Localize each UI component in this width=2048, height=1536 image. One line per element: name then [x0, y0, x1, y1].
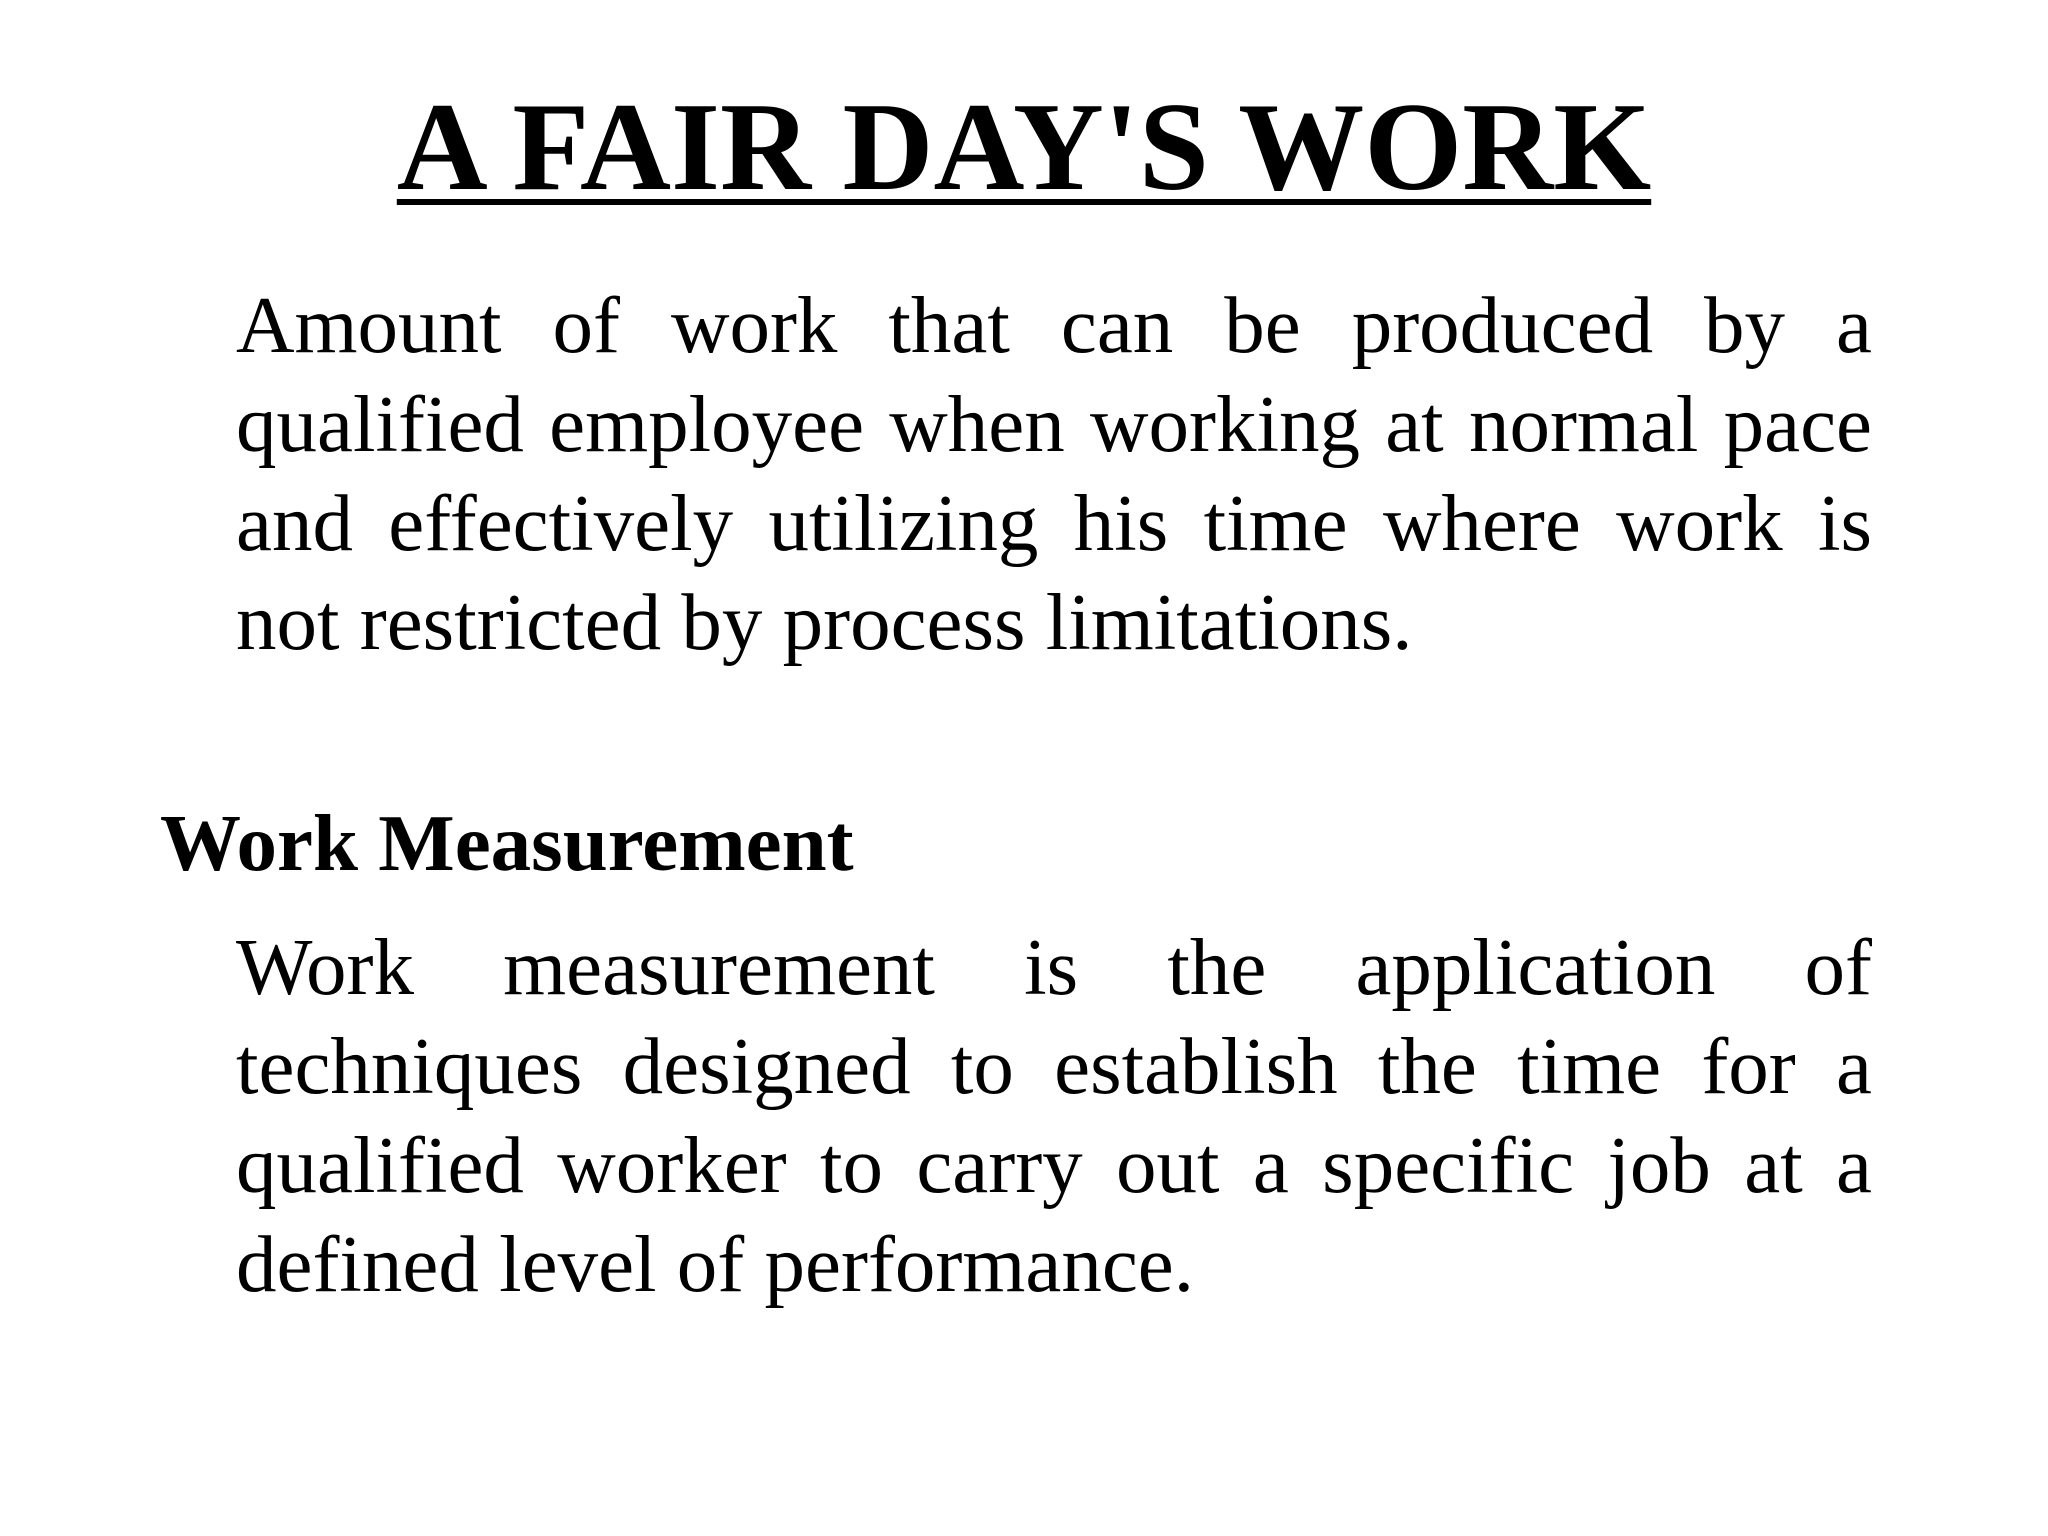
slide-title — [0, 78, 2048, 218]
slide-title-text: A FAIR DAY'S WORK — [396, 78, 1652, 217]
fair-days-work-definition: Amount of work that can be produced by a qualified employee when working at normal pace and effectively utilizing his time where work is not restricted by process limitations. — [236, 280, 1872, 667]
work-measurement-definition: Work measurement is the application of techniques designed to establish the time for a qualified worker to carry out a specific job at a defined level of performance. — [236, 922, 1872, 1309]
section-heading: Work Measurement — [160, 798, 854, 888]
